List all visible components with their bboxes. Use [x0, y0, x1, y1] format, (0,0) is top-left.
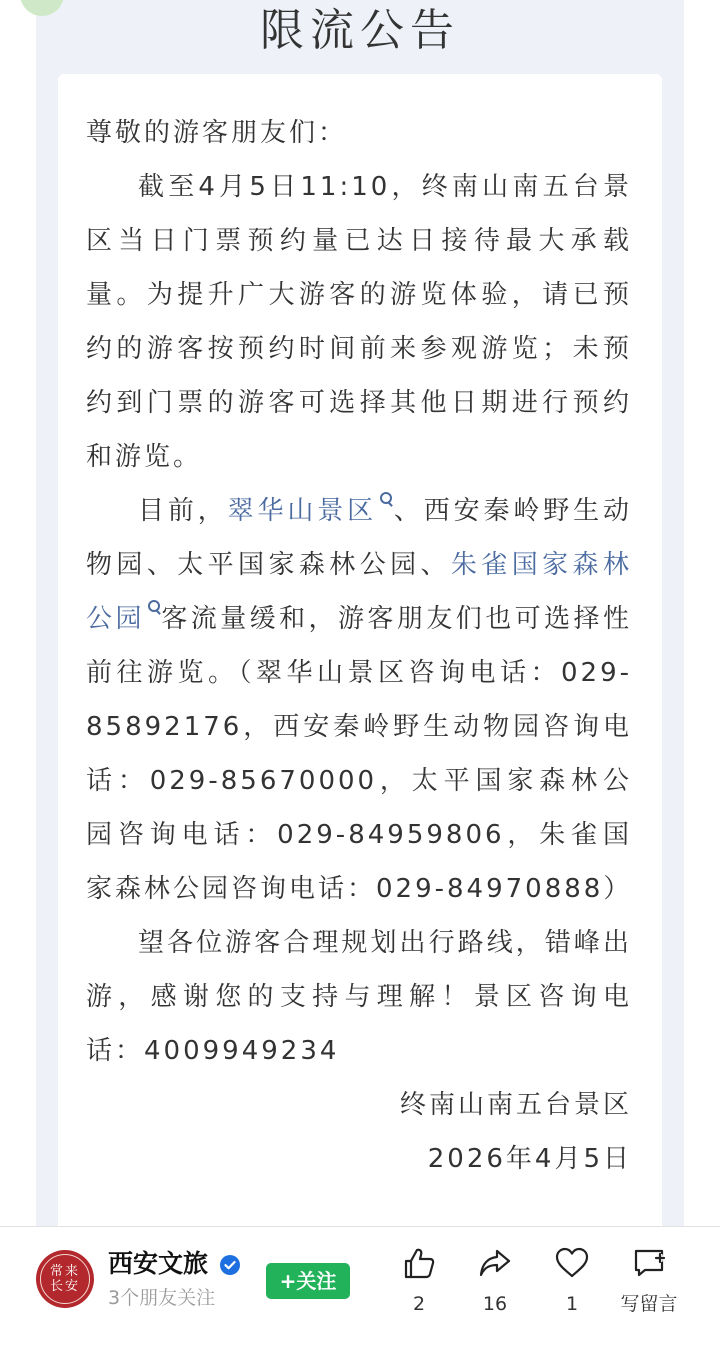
notice-paragraph-1: 截至4月5日11:10，终南山南五台景区当日门票预约量已达日接待最大承载量。为提升广大游客的游览体验，请已预约的游客按预约时间前来参观游览；未预约到门票的游客可选择其他日期进行预约和游览。 [86, 172, 632, 472]
comment-button[interactable] [614, 1245, 684, 1335]
avatar[interactable] [36, 1250, 94, 1308]
verified-icon [220, 1255, 240, 1275]
like-count: 2 [412, 1293, 426, 1315]
account-name[interactable]: 西安文旅 [108, 1249, 209, 1278]
like-button[interactable] [384, 1245, 454, 1335]
notice-body [86, 106, 632, 1186]
p2-rest: 客流量缓和，游客朋友们也可选择性前往游览。（翠华山景区咨询电话：029-85892176，西安秦岭野生动物园咨询电话：029-85670000，太平国家森林公园咨询电话：029-84959806，朱雀国家森林公园咨询电话：029-84970888） [86, 604, 633, 904]
comment-label: 写留言 [620, 1293, 678, 1315]
follow-button[interactable]: +关注 [266, 1263, 350, 1299]
p2-middle: 、西安秦岭野生动物园、太平国家森林公园、 [86, 496, 632, 580]
cuihuashan-link[interactable]: 翠华山景区 [227, 496, 377, 526]
zhuque-park-link[interactable]: 朱雀国家森林公园 [86, 550, 632, 634]
share-count: 16 [482, 1293, 508, 1315]
comment-icon [631, 1245, 667, 1281]
notice-card [58, 74, 662, 1226]
share-icon [477, 1245, 513, 1281]
notice-paragraph-3: 望各位游客合理规划出行路线，错峰出游，感谢您的支持与理解！景区咨询电话：4009949234 [86, 928, 632, 1066]
avatar-seal-text: 常来 长安 [49, 1264, 80, 1294]
share-button[interactable] [460, 1245, 530, 1335]
favorite-count: 1 [565, 1293, 579, 1315]
notice-paragraph-2 [86, 484, 632, 916]
bottom-action-bar [0, 1226, 720, 1346]
notice-title: 限流公告 [260, 5, 460, 56]
heart-icon [554, 1245, 590, 1281]
friends-following-text: 3个朋友关注 [108, 1287, 216, 1309]
thumbs-up-icon [401, 1245, 437, 1281]
search-icon[interactable] [379, 492, 393, 510]
greeting: 尊敬的游客朋友们： [86, 118, 348, 148]
search-icon[interactable] [147, 600, 161, 618]
notice-date: 2026年4月5日 [427, 1144, 632, 1174]
signature: 终南山南五台景区 [399, 1090, 632, 1120]
p2-prefix: 目前， [138, 496, 228, 526]
favorite-button[interactable] [537, 1245, 607, 1335]
